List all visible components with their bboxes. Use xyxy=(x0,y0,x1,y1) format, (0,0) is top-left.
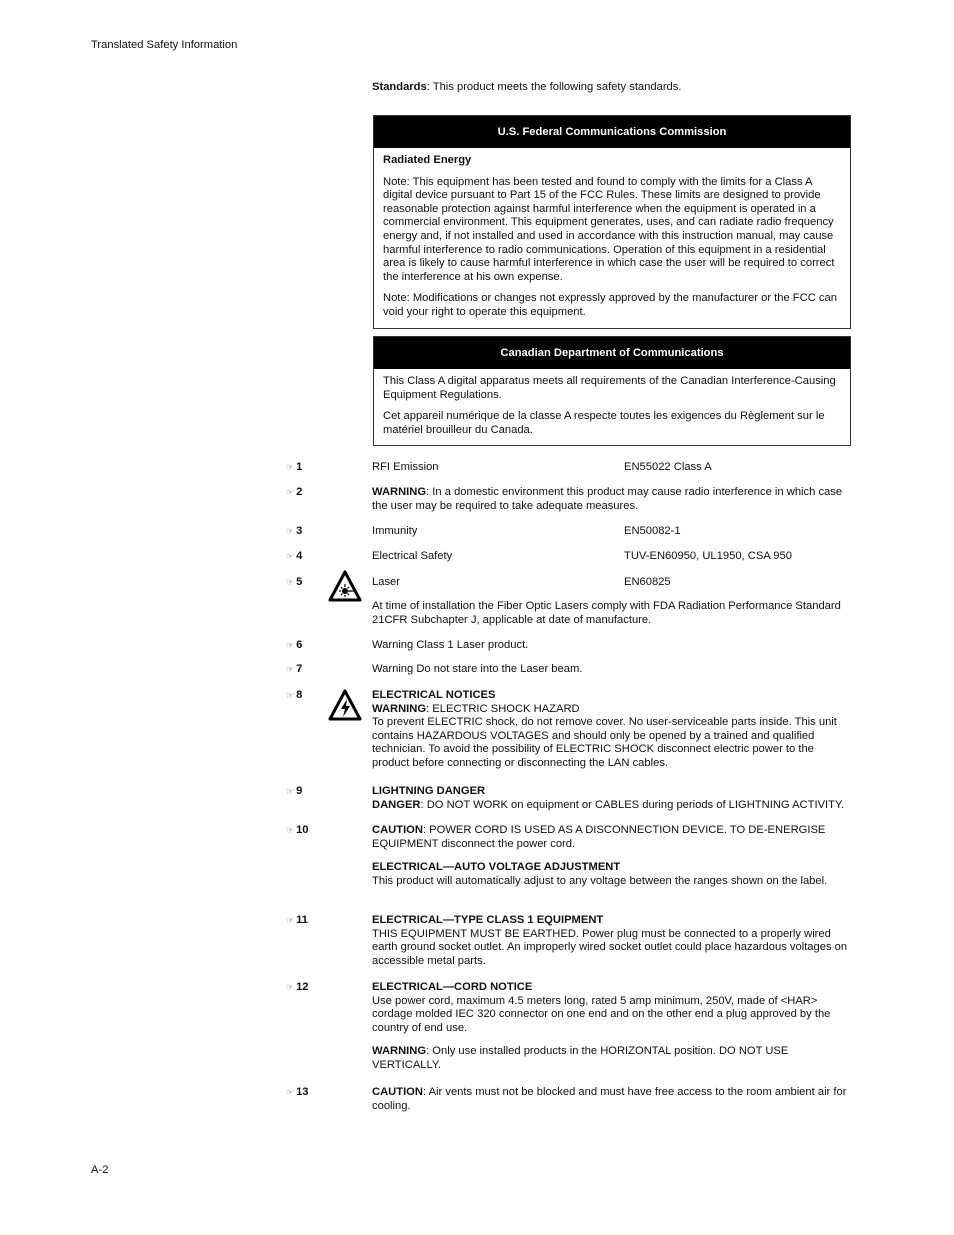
item-value: TUV-EN60950, UL1950, CSA 950 xyxy=(624,550,792,562)
standards-text: : This product meets the following safety standards. xyxy=(426,81,682,93)
item-text: ELECTRICAL NOTICES WARNING: ELECTRIC SHOCK HAZARD To prevent ELECTRIC shock, do not remove cover. No user-serviceable parts inside. This unit contains HAZARDOUS VOLTAGES and should only be opened by a trained and qualified technician. To avoid the possibility of ELECTRIC SHOCK disconnect electric power to the product before connecting or disconnecting the LAN cables. xyxy=(372,689,837,769)
fcc-box-title: U.S. Federal Communications Commission xyxy=(374,116,850,148)
item-number: ☞ 6 xyxy=(286,639,303,651)
pointing-hand-icon: ☞ xyxy=(286,462,294,472)
pointing-hand-icon: ☞ xyxy=(286,551,294,561)
item-number: ☞ 4 xyxy=(286,550,303,562)
item-label: RFI Emission xyxy=(372,461,439,473)
page-number: A-2 xyxy=(91,1164,109,1176)
item-text: WARNING: In a domestic environment this product may cause radio interference in which case the user may be required to take adequate measures. xyxy=(372,486,843,512)
item-heading: ELECTRICAL—CORD NOTICE xyxy=(372,981,533,993)
item-value: EN55022 Class A xyxy=(624,461,712,473)
item-label: Laser xyxy=(372,576,400,588)
running-header: Translated Safety Information xyxy=(91,39,238,51)
item-text: LIGHTNING DANGER DANGER: DO NOT WORK on equipment or CABLES during periods of LIGHTNING ACTIVITY. xyxy=(372,785,845,811)
item-number: ☞ 11 xyxy=(286,914,308,926)
item-value: EN60825 xyxy=(624,576,671,588)
item-number: ☞ 7 xyxy=(286,663,303,675)
pointing-hand-icon: ☞ xyxy=(286,825,294,835)
canada-note-fr: Cet appareil numérique de la classe A respecte toutes les exigences du Règlement sur le matériel brouilleur du Canada. xyxy=(383,410,825,436)
standards-intro xyxy=(372,81,681,95)
standards-label: Standards xyxy=(372,81,427,93)
pointing-hand-icon: ☞ xyxy=(286,786,294,796)
item-number: ☞ 2 xyxy=(286,486,303,498)
item-number: ☞ 5 xyxy=(286,576,303,588)
canada-note-en: This Class A digital apparatus meets all requirements of the Canadian Interference-Causing Equipment Regulations. xyxy=(383,375,836,401)
item-label: Immunity xyxy=(372,525,418,537)
item-number: ☞ 12 xyxy=(286,981,309,993)
item-value: EN50082-1 xyxy=(624,525,681,537)
item-text: ELECTRICAL—CORD NOTICE Use power cord, maximum 4.5 meters long, rated 5 amp minimum, 250V, made of <HAR> cordage molded IEC 320 connector on one end and on the other end a plug approved by the country of end use. WARNING: Only use installed products in the HORIZONTAL position. DO NOT USE VERTICALLY. xyxy=(372,981,831,1071)
item-number: ☞ 10 xyxy=(286,824,309,836)
pointing-hand-icon: ☞ xyxy=(286,487,294,497)
item-text: Warning Do not stare into the Laser beam. xyxy=(372,663,583,675)
item-text: Warning Class 1 Laser product. xyxy=(372,639,529,651)
item-number: ☞ 8 xyxy=(286,689,303,701)
pointing-hand-icon: ☞ xyxy=(286,577,294,587)
pointing-hand-icon: ☞ xyxy=(286,690,294,700)
pointing-hand-icon: ☞ xyxy=(286,664,294,674)
item-heading: ELECTRICAL—TYPE CLASS 1 EQUIPMENT xyxy=(372,914,604,926)
electric-shock-warning-icon xyxy=(328,689,362,721)
item-label: Electrical Safety xyxy=(372,550,453,562)
pointing-hand-icon: ☞ xyxy=(286,1087,294,1097)
item-number: ☞ 3 xyxy=(286,525,303,537)
fcc-note-2: Note: Modifications or changes not expressly approved by the manufacturer or the FCC can void your right to operate this equipment. xyxy=(383,292,837,318)
pointing-hand-icon: ☞ xyxy=(286,915,294,925)
fcc-box xyxy=(373,115,851,329)
item-text: At time of installation the Fiber Optic Lasers comply with FDA Radiation Performance Standard 21CFR Subchapter J, applicable at date of manufacture. xyxy=(372,600,841,626)
item-heading: ELECTRICAL NOTICES xyxy=(372,689,496,701)
laser-warning-icon xyxy=(328,570,362,602)
fcc-subtitle: Radiated Energy xyxy=(383,154,472,166)
item-text: CAUTION: Air vents must not be blocked and must have free access to the room ambient air for cooling. xyxy=(372,1086,847,1112)
item-text: ELECTRICAL—TYPE CLASS 1 EQUIPMENT THIS EQUIPMENT MUST BE EARTHED. Power plug must be connected to a properly wired earth ground socket outlet. An improperly wired socket outlet could place hazardous voltages on accessible metal parts. xyxy=(372,914,848,967)
pointing-hand-icon: ☞ xyxy=(286,526,294,536)
pointing-hand-icon: ☞ xyxy=(286,640,294,650)
item-text: CAUTION: POWER CORD IS USED AS A DISCONNECTION DEVICE. TO DE-ENERGISE EQUIPMENT disconnect the power cord. ELECTRICAL—AUTO VOLTAGE ADJUSTMENT This product will automatically adjust to any voltage between the ranges shown on the label. xyxy=(372,824,828,887)
canada-box-title: Canadian Department of Communications xyxy=(374,337,850,369)
pointing-hand-icon: ☞ xyxy=(286,982,294,992)
item-number: ☞ 1 xyxy=(286,461,303,473)
item-number: ☞ 9 xyxy=(286,785,303,797)
item-heading: LIGHTNING DANGER xyxy=(372,785,486,797)
item-number: ☞ 13 xyxy=(286,1086,309,1098)
item-heading: ELECTRICAL—AUTO VOLTAGE ADJUSTMENT xyxy=(372,861,621,874)
canada-box xyxy=(373,336,851,446)
fcc-note-1: Note: This equipment has been tested and found to comply with the limits for a Class A digital device pursuant to Part 15 of the FCC Rules. These limits are designed to provide reasonable protection against harmful interference when the equipment is operated in a commercial environment. This equipment generates, uses, and can radiate radio frequency energy and, if not installed and used in accordance with this instruction manual, may cause harmful interference to radio communications. Operation of this equipment in a residential area is likely to cause harmful interference in which case the user will be required to correct the interference at his own expense. xyxy=(383,175,835,283)
